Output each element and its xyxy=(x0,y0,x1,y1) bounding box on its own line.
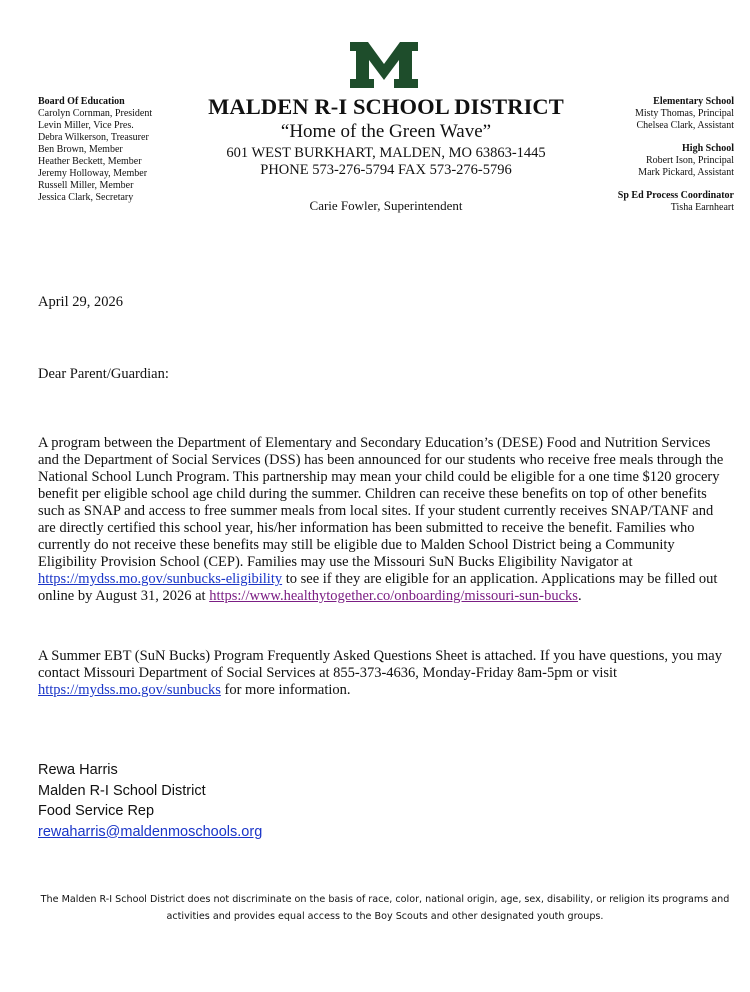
letter-greeting: Dear Parent/Guardian: xyxy=(38,366,169,382)
board-member: Levin Miller, Vice Pres. xyxy=(38,120,134,131)
superintendent: Carie Fowler, Superintendent xyxy=(309,198,463,213)
district-motto: “Home of the Green Wave” xyxy=(280,121,492,142)
signature-title: Food Service Rep xyxy=(38,803,155,819)
footer-line: The Malden R-I School District does not discriminate on the basis of race, color, national origin, age, sex, disability, or religion its programs and xyxy=(40,894,730,905)
high-school-staff: Robert Ison, Principal xyxy=(645,155,734,166)
signature-name: Rewa Harris xyxy=(38,762,118,778)
district-address: 601 WEST BURKHART, MALDEN, MO 63863-1445 xyxy=(226,145,546,161)
letter-paragraph-2 xyxy=(38,648,728,699)
paragraph-text: for more information. xyxy=(220,682,351,698)
signature-organization: Malden R-I School District xyxy=(38,782,206,799)
district-name: MALDEN R-I SCHOOL DISTRICT xyxy=(208,94,564,119)
paragraph-text: A Summer EBT (SuN Bucks) Program Frequently Asked Questions Sheet is attached. If you have questions, you may contact Missouri Department of Social Services at 855-373-4636, Monday-Friday 8am-5pm or visit xyxy=(38,648,722,681)
board-member: Russell Miller, Member xyxy=(38,180,134,191)
board-member: Debra Wilkerson, Treasurer xyxy=(38,132,149,143)
letter-paragraph-1 xyxy=(38,435,728,605)
paragraph-text: A program between the Department of Elementary and Secondary Education’s (DESE) Food and Nutrition Services and the Department of Social Services (DSS) has been announced for our students who receive free meals through the National School Lunch Program. This partnership may mean your child could be eligible for a one time $120 grocery benefit per eligible school age child during the summer. Children can receive these benefits on top of other benefits such as SNAP and access to free summer meals from local sites. If your student currently receives SNAP/TANF and are directly certified this school year, his/her information has been submitted to receive the benefit. Families who currently do not receive these benefits may still be eligible due to Malden School District being a Community Eligibility Provision School (CEP). Families may use the Missouri SuN Bucks Eligibility Navigator at xyxy=(38,435,724,570)
district-phone: PHONE 573-276-5794 FAX 573-276-5796 xyxy=(260,162,512,178)
board-member: Carolyn Cornman, President xyxy=(38,108,153,119)
nondiscrimination-footer xyxy=(40,891,730,925)
paragraph-text: to see if they are eligible for an application. Applications may be filled out online by August 31, 2026 at xyxy=(38,571,718,604)
board-member: Heather Beckett, Member xyxy=(38,156,142,167)
signature-email-link[interactable]: rewaharris@maldenmoschools.org xyxy=(38,823,263,840)
elementary-staff: Misty Thomas, Principal xyxy=(635,108,734,119)
signature-block xyxy=(38,760,262,842)
board-member: Jeremy Holloway, Member xyxy=(38,168,148,179)
elementary-staff: Chelsea Clark, Assistant xyxy=(636,120,734,131)
application-link[interactable]: https://www.healthytogether.co/onboarding/missouri-sun-bucks xyxy=(209,588,578,604)
paragraph-text: . xyxy=(577,588,582,604)
high-school-heading: High School xyxy=(682,143,734,154)
school-staff xyxy=(554,96,734,214)
board-member: Jessica Clark, Secretary xyxy=(38,192,134,203)
district-logo xyxy=(350,42,418,88)
eligibility-navigator-link[interactable]: https://mydss.mo.gov/sunbucks-eligibility xyxy=(38,571,283,587)
sunbucks-info-link[interactable]: https://mydss.mo.gov/sunbucks xyxy=(38,682,221,698)
board-member: Ben Brown, Member xyxy=(38,144,123,155)
sped-staff: Tisha Earnheart xyxy=(670,202,734,213)
board-heading: Board Of Education xyxy=(38,96,125,107)
elementary-heading: Elementary School xyxy=(653,96,734,107)
sped-heading: Sp Ed Process Coordinator xyxy=(617,190,734,201)
board-of-education xyxy=(38,96,188,204)
footer-line: activities and provides equal access to the Boy Scouts and other designated youth groups. xyxy=(166,911,604,922)
letter-date: April 29, 2026 xyxy=(38,294,123,310)
high-school-staff: Mark Pickard, Assistant xyxy=(638,167,734,178)
